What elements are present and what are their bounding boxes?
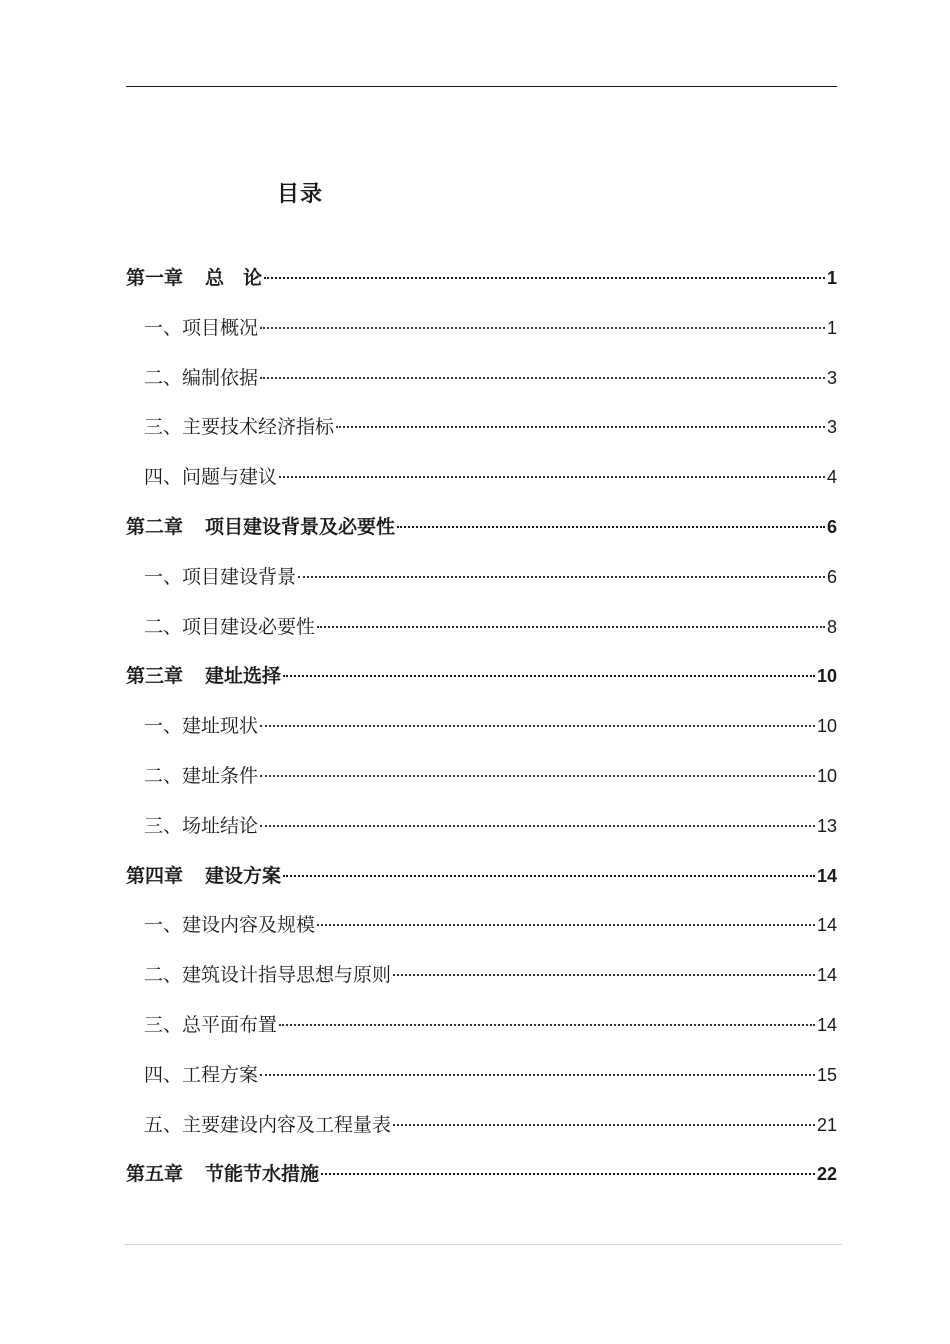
toc-entry-title: 建设内容及规模: [182, 914, 316, 937]
dot-leader: [317, 626, 825, 628]
toc-entry-label: [144, 1009, 277, 1041]
toc-entry-label: [144, 561, 296, 593]
toc-entry-number: 二、: [144, 615, 183, 638]
dot-leader: [260, 775, 815, 777]
table-of-contents: [126, 262, 837, 1208]
dot-leader: [260, 1074, 815, 1076]
toc-page-number: 3: [826, 417, 837, 438]
toc-chapter-entry[interactable]: [126, 511, 837, 561]
toc-page-number: 22: [816, 1164, 837, 1185]
toc-section-entry[interactable]: [126, 1009, 837, 1059]
toc-entry-title: 总平面布置: [182, 1013, 278, 1036]
toc-page-number: 21: [816, 1114, 837, 1135]
toc-entry-title: 节能节水措施: [205, 1163, 320, 1186]
toc-entry-title: 项目建设背景及必要性: [205, 515, 396, 538]
toc-entry-label: [126, 1158, 319, 1190]
toc-entry-label: [144, 810, 258, 842]
toc-page-number: 14: [816, 865, 837, 886]
toc-section-entry[interactable]: [126, 312, 837, 362]
toc-entry-number: 四、: [144, 466, 183, 489]
toc-entry-number: 一、: [144, 316, 183, 339]
toc-section-entry[interactable]: [126, 1059, 837, 1109]
toc-section-entry[interactable]: [126, 1109, 837, 1159]
toc-entry-number: 三、: [144, 416, 183, 439]
toc-entry-title: 问题与建议: [182, 466, 278, 489]
header-rule: [126, 86, 837, 87]
toc-entry-label: [144, 710, 258, 742]
toc-entry-number: 四、: [144, 1063, 183, 1086]
toc-entry-title: 建设方案: [205, 864, 282, 887]
toc-page-number: 1: [826, 317, 837, 338]
toc-chapter-entry[interactable]: [126, 1158, 837, 1208]
toc-entry-title: 项目概况: [182, 316, 259, 339]
toc-section-entry[interactable]: [126, 810, 837, 860]
toc-section-entry[interactable]: [126, 760, 837, 810]
toc-page-number: 3: [826, 367, 837, 388]
toc-entry-label: [144, 760, 258, 792]
toc-chapter-entry[interactable]: [126, 860, 837, 910]
toc-entry-title: 场址结论: [182, 814, 259, 837]
toc-page-number: 13: [816, 815, 837, 836]
toc-entry-label: [144, 611, 315, 643]
dot-leader: [260, 725, 815, 727]
toc-page-number: 14: [816, 965, 837, 986]
footer-rule: [124, 1244, 842, 1245]
toc-entry-number: 一、: [144, 715, 183, 738]
toc-section-entry[interactable]: [126, 959, 837, 1009]
dot-leader: [321, 1173, 815, 1175]
dot-leader: [260, 377, 825, 379]
toc-entry-number: 二、: [144, 964, 183, 987]
toc-page-number: 14: [816, 915, 837, 936]
toc-entry-number: 第一章: [126, 267, 184, 289]
dot-leader: [393, 1124, 815, 1126]
dot-leader: [336, 426, 825, 428]
toc-page-number: 10: [816, 765, 837, 786]
dot-leader: [283, 675, 815, 677]
toc-page-number: 10: [816, 666, 837, 687]
toc-page-number: 6: [826, 516, 837, 537]
toc-page-number: 15: [816, 1064, 837, 1085]
toc-entry-number: 第二章: [126, 515, 184, 538]
toc-entry-number: 二、: [144, 366, 183, 389]
dot-leader: [260, 825, 815, 827]
toc-entry-label: [126, 511, 395, 543]
toc-entry-label: [126, 860, 281, 892]
toc-entry-title: 建址选择: [205, 665, 282, 688]
toc-title: 目录: [277, 182, 324, 207]
toc-page-number: 1: [826, 268, 837, 288]
toc-entry-label: [144, 411, 334, 443]
dot-leader: [298, 576, 825, 578]
toc-entry-label: [144, 909, 315, 941]
toc-entry-title: 主要建设内容及工程量表: [182, 1113, 392, 1136]
toc-section-entry[interactable]: [126, 611, 837, 661]
toc-entry-label: [144, 461, 277, 493]
toc-entry-label: [144, 312, 258, 344]
toc-entry-title: 建址条件: [182, 764, 259, 787]
toc-entry-number: 二、: [144, 764, 183, 787]
toc-entry-title: 工程方案: [182, 1063, 259, 1086]
dot-leader: [283, 875, 815, 877]
toc-entry-title: 项目建设背景: [182, 565, 297, 588]
toc-section-entry[interactable]: [126, 909, 837, 959]
toc-entry-number: 一、: [144, 565, 183, 588]
dot-leader: [279, 1024, 815, 1026]
toc-section-entry[interactable]: [126, 461, 837, 511]
toc-entry-title: 总 论: [205, 267, 263, 289]
toc-entry-number: 五、: [144, 1113, 183, 1136]
toc-section-entry[interactable]: [126, 362, 837, 412]
toc-entry-number: 第三章: [126, 665, 184, 688]
toc-section-entry[interactable]: [126, 561, 837, 611]
toc-page-number: 8: [826, 616, 837, 637]
toc-entry-title: 建址现状: [182, 715, 259, 738]
toc-entry-label: [144, 1109, 391, 1141]
toc-entry-label: [126, 262, 262, 294]
toc-entry-title: 编制依据: [182, 366, 259, 389]
toc-page-number: 6: [826, 566, 837, 587]
toc-entry-number: 三、: [144, 814, 183, 837]
toc-entry-number: 第四章: [126, 864, 184, 887]
toc-entry-title: 项目建设必要性: [182, 615, 316, 638]
toc-entry-label: [126, 660, 281, 692]
toc-page-number: 10: [816, 716, 837, 737]
toc-page-number: 4: [826, 467, 837, 488]
toc-entry-label: [144, 959, 391, 991]
dot-leader: [260, 327, 825, 329]
dot-leader: [317, 924, 815, 926]
dot-leader: [264, 277, 825, 279]
toc-entry-title: 建筑设计指导思想与原则: [182, 964, 392, 987]
toc-chapter-entry[interactable]: [126, 262, 837, 312]
toc-entry-label: [144, 1059, 258, 1091]
toc-entry-number: 三、: [144, 1013, 183, 1036]
toc-entry-label: [144, 362, 258, 394]
toc-chapter-entry[interactable]: [126, 660, 837, 710]
toc-entry-number: 一、: [144, 914, 183, 937]
dot-leader: [393, 974, 815, 976]
toc-entry-number: 第五章: [126, 1163, 184, 1186]
toc-section-entry[interactable]: [126, 710, 837, 760]
dot-leader: [397, 526, 825, 528]
toc-entry-title: 主要技术经济指标: [182, 416, 335, 439]
toc-section-entry[interactable]: [126, 411, 837, 461]
toc-page-number: 14: [816, 1014, 837, 1035]
dot-leader: [279, 476, 825, 478]
